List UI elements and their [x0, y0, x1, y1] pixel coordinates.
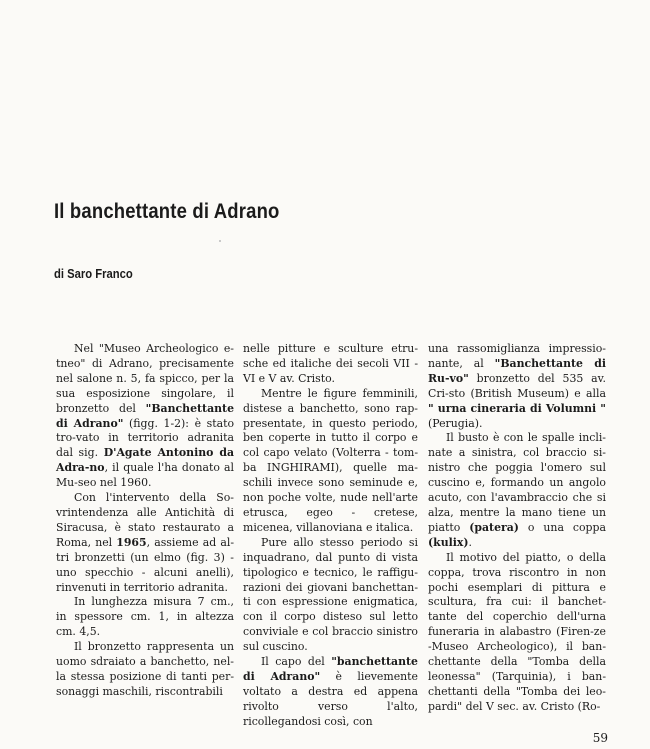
text-run: . — [468, 535, 473, 549]
paragraph — [56, 491, 234, 595]
bold-run: D'Agate Antonino da Adra-no — [56, 446, 234, 475]
page-number: 59 — [592, 731, 608, 745]
text-run: è lievemente voltato a destra ed appena rivolto verso l'alto, ricollegandosi così, con — [243, 669, 418, 728]
bold-run: "Banchettante di Adrano" — [56, 401, 234, 430]
speck — [219, 240, 221, 242]
paragraph: In lunghezza misura 7 cm., in spessore cm. 1, in altezza cm. 4,5. — [56, 595, 234, 639]
paragraph — [428, 431, 606, 550]
text-run: (Perugia). — [428, 416, 483, 430]
text-column-1 — [56, 342, 234, 700]
text-run: , assieme ad al-tri bronzetti (un elmo (fig. 3) - uno specchio - alcuni anelli), rinvenuti in territorio adranita. — [56, 535, 234, 594]
text-run: Mentre le figure femminili, distese a banchetto, sono rap-presentate, in questo periodo, ben coperte in tutto il corpo e col capo velato (Volterra - tom-ba — [243, 386, 418, 475]
text-column-3 — [428, 342, 606, 715]
text-run: Il capo del — [261, 655, 332, 669]
paragraph — [243, 655, 418, 730]
text-run: ), quelle ma-schili invece sono seminude e, non poche volte, nude nell'arte etrusca, egeo - cretese, micenea, villanoviana e italica. — [243, 461, 418, 534]
bold-run: (kulix) — [428, 535, 469, 549]
text-run: INGHIRAMI — [267, 461, 335, 475]
paragraph: Il bronzetto rappresenta un uomo sdraiato a banchetto, nel-la stessa posizione di tanti per-sonaggi maschili, riscontrabili — [56, 640, 234, 698]
bold-run: " urna cineraria di Volumni " — [428, 401, 606, 415]
bold-run: (patera) — [469, 520, 519, 534]
text-run: bronzetto del 535 av. Cri-sto (British Museum) e alla — [428, 371, 606, 400]
author-byline: di Saro Franco — [54, 267, 133, 281]
text-run: o una coppa — [518, 520, 606, 534]
text-run: una rassomiglianza impressio-nante, al — [428, 342, 606, 370]
bold-run: "Banchettante di Ru-vo" — [428, 356, 606, 385]
bold-run: "banchettante di Adrano" — [243, 655, 418, 683]
text-run: Con l'intervento della So-vrintendenza alle Antichità di Siracusa, è stato restaurato a Roma, nel — [56, 491, 234, 549]
paragraph: nelle pitture e sculture etru-sche ed italiche dei secoli VII - VI e V av. Cristo. — [243, 342, 418, 385]
bold-run: 1965 — [116, 535, 147, 549]
paragraph: Pure allo stesso periodo si inquadrano, dal punto di vista tipologico e tecnico, le raffigu-razioni dei giovani banchettan-ti con espressione enigmatica, con il corpo disteso sul letto conviviale e col braccio sinistro sul cuscino. — [243, 535, 418, 654]
article-title: Il banchettante di Adrano — [54, 200, 280, 223]
paragraph — [428, 342, 606, 431]
text-column-2 — [243, 342, 418, 730]
text-run: , il quale l'ha donato al Mu-seo nel 1960. — [56, 461, 234, 490]
text-run: (figg. 1-2): è stato tro-vato in territorio adranita dal sig. — [56, 416, 235, 460]
paragraph — [243, 387, 418, 536]
text-run: Il busto è con le spalle incli-nate a sinistra, col braccio si-nistro che poggia l'omero sul cuscino e, formando un angolo acuto, con l'avambraccio che si alza, mentre la mano tiene un piatto — [428, 431, 606, 534]
paragraph — [56, 342, 234, 491]
text-run: Nel "Museo Archeologico e-tneo" di Adrano, precisamente nel salone n. 5, fa spicco, per la sua esposizione singolare, il bronzetto del — [56, 342, 234, 415]
paragraph: Il motivo del piatto, o della coppa, trova riscontro in non pochi esemplari di pittura e scultura, fra cui: il banchet-tante del coperchio dell'urna funeraria in alabastro (Firen-ze -Museo Archeologico), il ban-chettante della "Tomba della leonessa" (Tarquinia), i ban-chettanti della "Tomba dei leo-pardi" del V sec. av. Cristo (Ro- — [428, 550, 606, 713]
